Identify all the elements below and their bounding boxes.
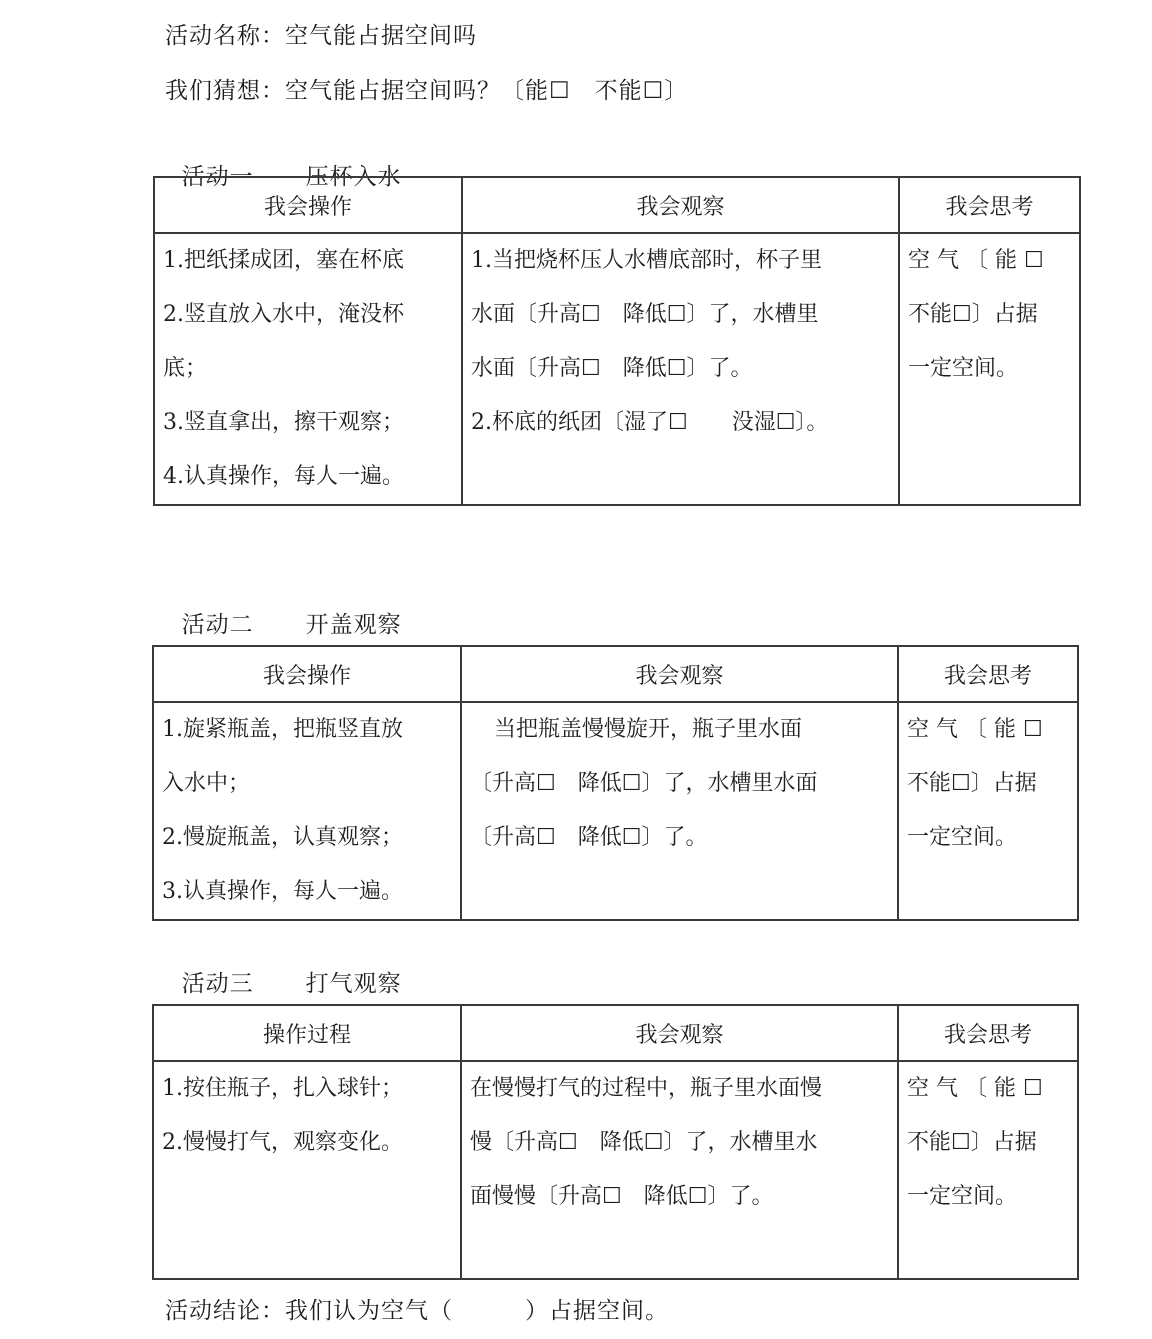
activity1-observe-cell	[462, 233, 899, 505]
column-header-think: 我会思考	[898, 646, 1078, 702]
activity3-title: 打气观察	[305, 971, 402, 997]
activity3-heading	[165, 936, 402, 1000]
operate-step: 3.认真操作，每人一遍。	[162, 879, 403, 904]
think-line: 一定空间。	[907, 1184, 1018, 1209]
operate-step: 1.旋紧瓶盖，把瓶竖直放	[162, 717, 403, 742]
activity3-operate-cell	[153, 1061, 461, 1279]
column-header-operate: 我会操作	[153, 646, 461, 702]
operate-step: 2.慢旋瓶盖，认真观察；	[162, 825, 403, 850]
column-header-think: 我会思考	[898, 1005, 1078, 1061]
observe-line: 水面〔升高☐ 降低☐〕了，水槽里	[471, 302, 819, 327]
activity1-think-cell	[899, 233, 1080, 505]
activity2-observe-cell	[461, 702, 898, 920]
observe-line: 2.杯底的纸团〔湿了☐ 没湿☐〕。	[471, 410, 829, 435]
operate-step: 2.慢慢打气，观察变化。	[162, 1130, 403, 1155]
activity2-header-row	[153, 646, 1078, 702]
activity2-body-row	[153, 702, 1078, 920]
activity1-label: 活动一	[181, 164, 254, 190]
think-line: 空 气 〔 能 ☐	[908, 248, 1044, 273]
activity1-operate-cell	[154, 233, 462, 505]
observe-line: 面慢慢〔升高☐ 降低☐〕了。	[470, 1184, 774, 1209]
activity2-think-cell	[898, 702, 1078, 920]
operate-step: 底；	[163, 356, 208, 381]
activity3-body-row	[153, 1061, 1078, 1279]
think-line: 不能☐〕占据	[908, 302, 1038, 327]
think-line: 不能☐〕占据	[907, 1130, 1037, 1155]
activity3-header-row	[153, 1005, 1078, 1061]
activity1-title: 压杯入水	[305, 164, 402, 190]
observe-line: 〔升高☐ 降低☐〕了。	[470, 825, 708, 850]
think-line: 不能☐〕占据	[907, 771, 1037, 796]
observe-line: 在慢慢打气的过程中，瓶子里水面慢	[470, 1076, 823, 1101]
think-line: 空 气 〔 能 ☐	[907, 717, 1043, 742]
activity-name: 活动名称：空气能占据空间吗	[165, 23, 477, 49]
activity3-observe-cell	[461, 1061, 898, 1279]
column-header-observe: 我会观察	[461, 1005, 898, 1061]
operate-step: 1.把纸揉成团，塞在杯底	[163, 248, 404, 273]
observe-line: 慢〔升高☐ 降低☐〕了，水槽里水	[470, 1130, 818, 1155]
activity1-body-row	[154, 233, 1080, 505]
column-header-think: 我会思考	[899, 177, 1080, 233]
column-header-process: 操作过程	[153, 1005, 461, 1061]
activity3-label: 活动三	[181, 971, 254, 997]
observe-line: 当把瓶盖慢慢旋开，瓶子里水面	[494, 717, 803, 742]
operate-step: 1.按住瓶子，扎入球针；	[162, 1076, 403, 1101]
observe-line: 1.当把烧杯压人水槽底部时，杯子里	[471, 248, 822, 273]
operate-step: 3.竖直拿出，擦干观察；	[163, 410, 404, 435]
column-header-observe: 我会观察	[461, 646, 898, 702]
activity1-table	[153, 176, 1081, 506]
operate-step: 入水中；	[162, 771, 251, 796]
activity2-heading	[165, 577, 402, 641]
hypothesis-line: 我们猜想：空气能占据空间吗？〔能☐ 不能☐〕	[165, 78, 689, 104]
activity2-label: 活动二	[181, 612, 254, 638]
operate-step: 2.竖直放入水中，淹没杯	[163, 302, 404, 327]
think-line: 一定空间。	[908, 356, 1019, 381]
activity-conclusion: 活动结论：我们认为空气（ ）占据空间。	[165, 1298, 669, 1324]
activity3-think-cell	[898, 1061, 1078, 1279]
column-header-observe: 我会观察	[462, 177, 899, 233]
activity2-table	[152, 645, 1079, 921]
activity2-operate-cell	[153, 702, 461, 920]
activity2-title: 开盖观察	[305, 612, 402, 638]
observe-line: 〔升高☐ 降低☐〕了，水槽里水面	[470, 771, 818, 796]
think-line: 一定空间。	[907, 825, 1018, 850]
column-header-operate: 我会操作	[154, 177, 462, 233]
observe-line: 水面〔升高☐ 降低☐〕了。	[471, 356, 753, 381]
activity3-table	[152, 1004, 1079, 1280]
activity1-header-row	[154, 177, 1080, 233]
operate-step: 4.认真操作，每人一遍。	[163, 464, 404, 489]
think-line: 空 气 〔 能 ☐	[907, 1076, 1043, 1101]
